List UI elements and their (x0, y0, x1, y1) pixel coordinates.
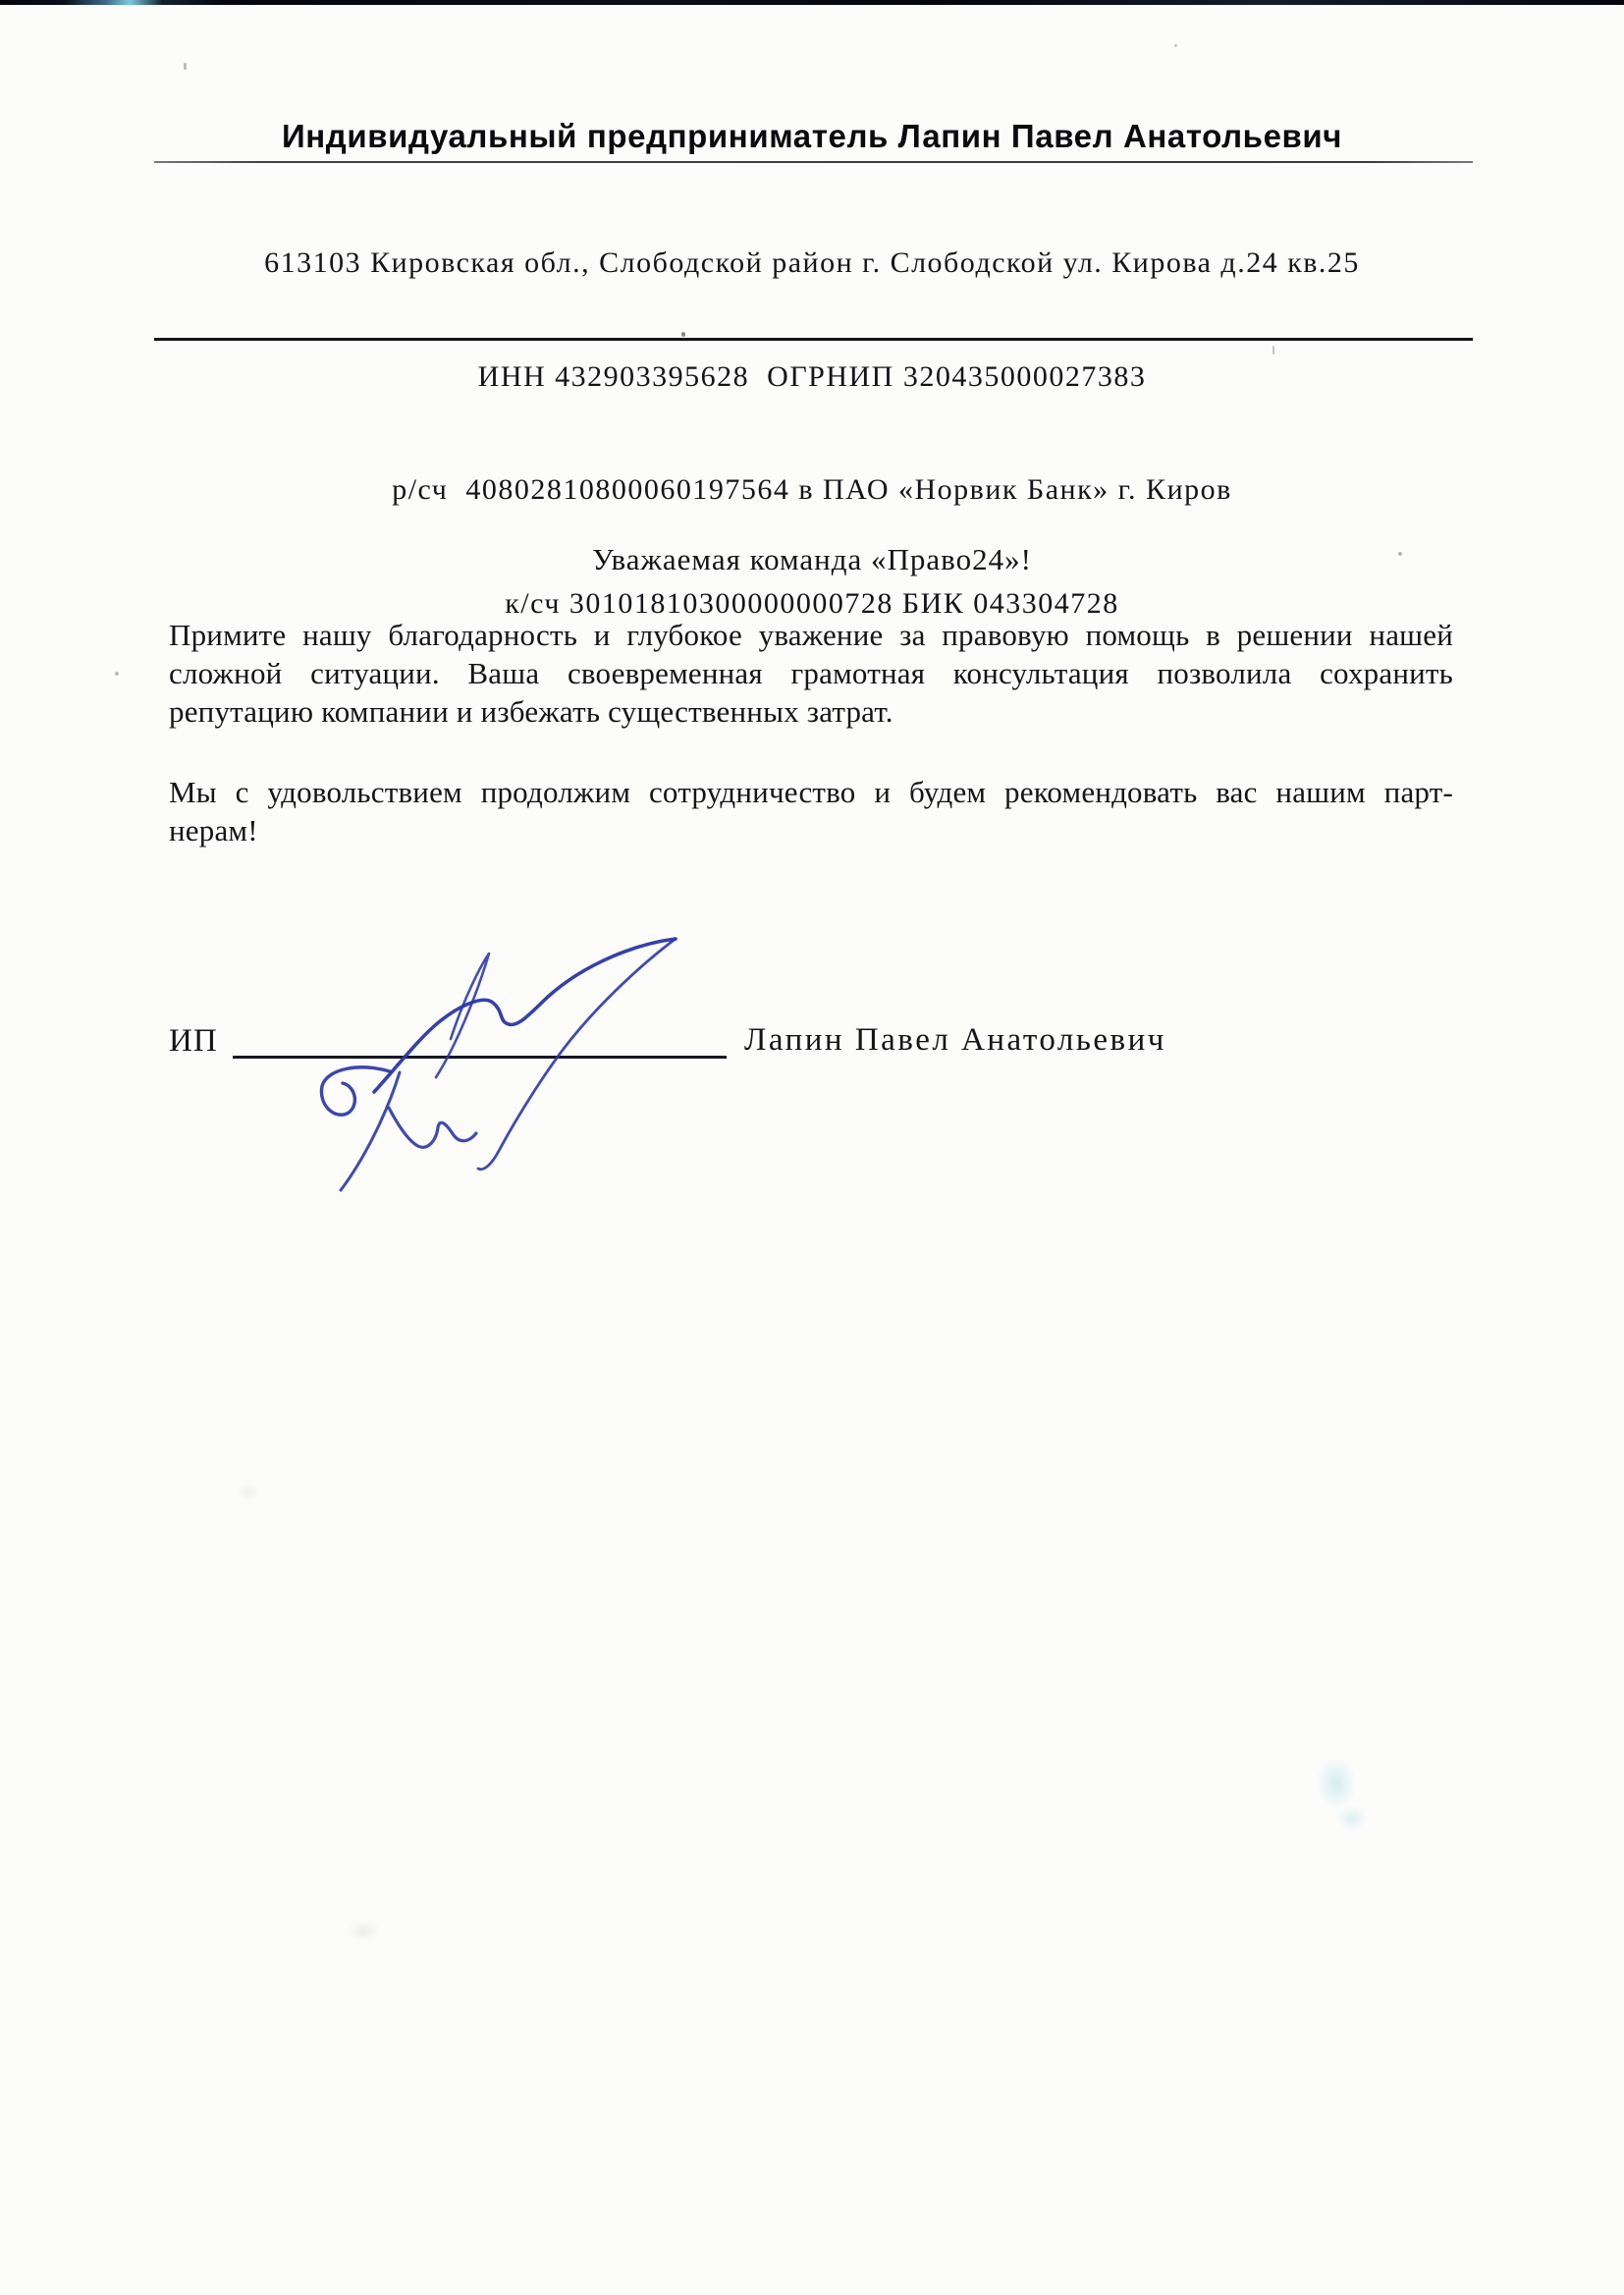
letterhead-inn-ogrnip-line: ИНН 432903395628 ОГРНИП 320435000027383 (477, 359, 1147, 393)
scan-speck (681, 332, 685, 337)
letterhead-bank-account-line: р/сч 40802810800060197564 в ПАО «Норвик Банк» г. Киров (392, 473, 1232, 506)
scan-speck (1398, 552, 1402, 556)
letterhead-address-line: 613103 Кировская обл., Слободской район г. Слободской ул. Кирова д.24 кв.25 (264, 246, 1360, 279)
scan-edge-artifact (0, 0, 1624, 5)
signer-name: Лапин Павел Анатольевич (744, 1022, 1166, 1058)
letter-paragraph-1 (169, 616, 1453, 731)
scan-speck (1272, 346, 1274, 355)
letterhead-divider-top (154, 161, 1473, 163)
scan-speck (1174, 44, 1177, 47)
scan-speck (184, 63, 187, 70)
paragraph-line: сложной ситуации. Ваша своевременная грамотная консультация позволила сохранить (169, 656, 1453, 690)
scan-smudge (1337, 1805, 1367, 1831)
scan-smudge (346, 1920, 381, 1941)
letterhead-divider-bottom (154, 338, 1473, 341)
letterhead-corr-account-line: к/сч 30101810300000000728 БИК 043304728 (505, 586, 1119, 620)
letter-paragraph-2 (169, 773, 1453, 849)
signature-line (233, 1056, 727, 1059)
scan-smudge (1316, 1758, 1357, 1809)
letterhead-title: Индивидуальный предприниматель Лапин Павел Анатольевич (281, 118, 1343, 154)
signature-prefix-label: ИП (169, 1023, 218, 1059)
paragraph-line: репутацию компании и избежать существенных затрат. (169, 694, 893, 729)
paragraph-line: Примите нашу благодарность и глубокое уважение за правовую помощь в решении нашей (169, 618, 1453, 652)
paragraph-line: Мы с удовольствием продолжим сотрудничество и будем рекомендовать вас нашим парт- (169, 775, 1453, 809)
paragraph-line: нерам! (169, 813, 258, 847)
letter-salutation: Уважаемая команда «Право24»! (592, 542, 1032, 576)
scan-smudge (236, 1483, 261, 1501)
scan-speck (115, 672, 119, 676)
